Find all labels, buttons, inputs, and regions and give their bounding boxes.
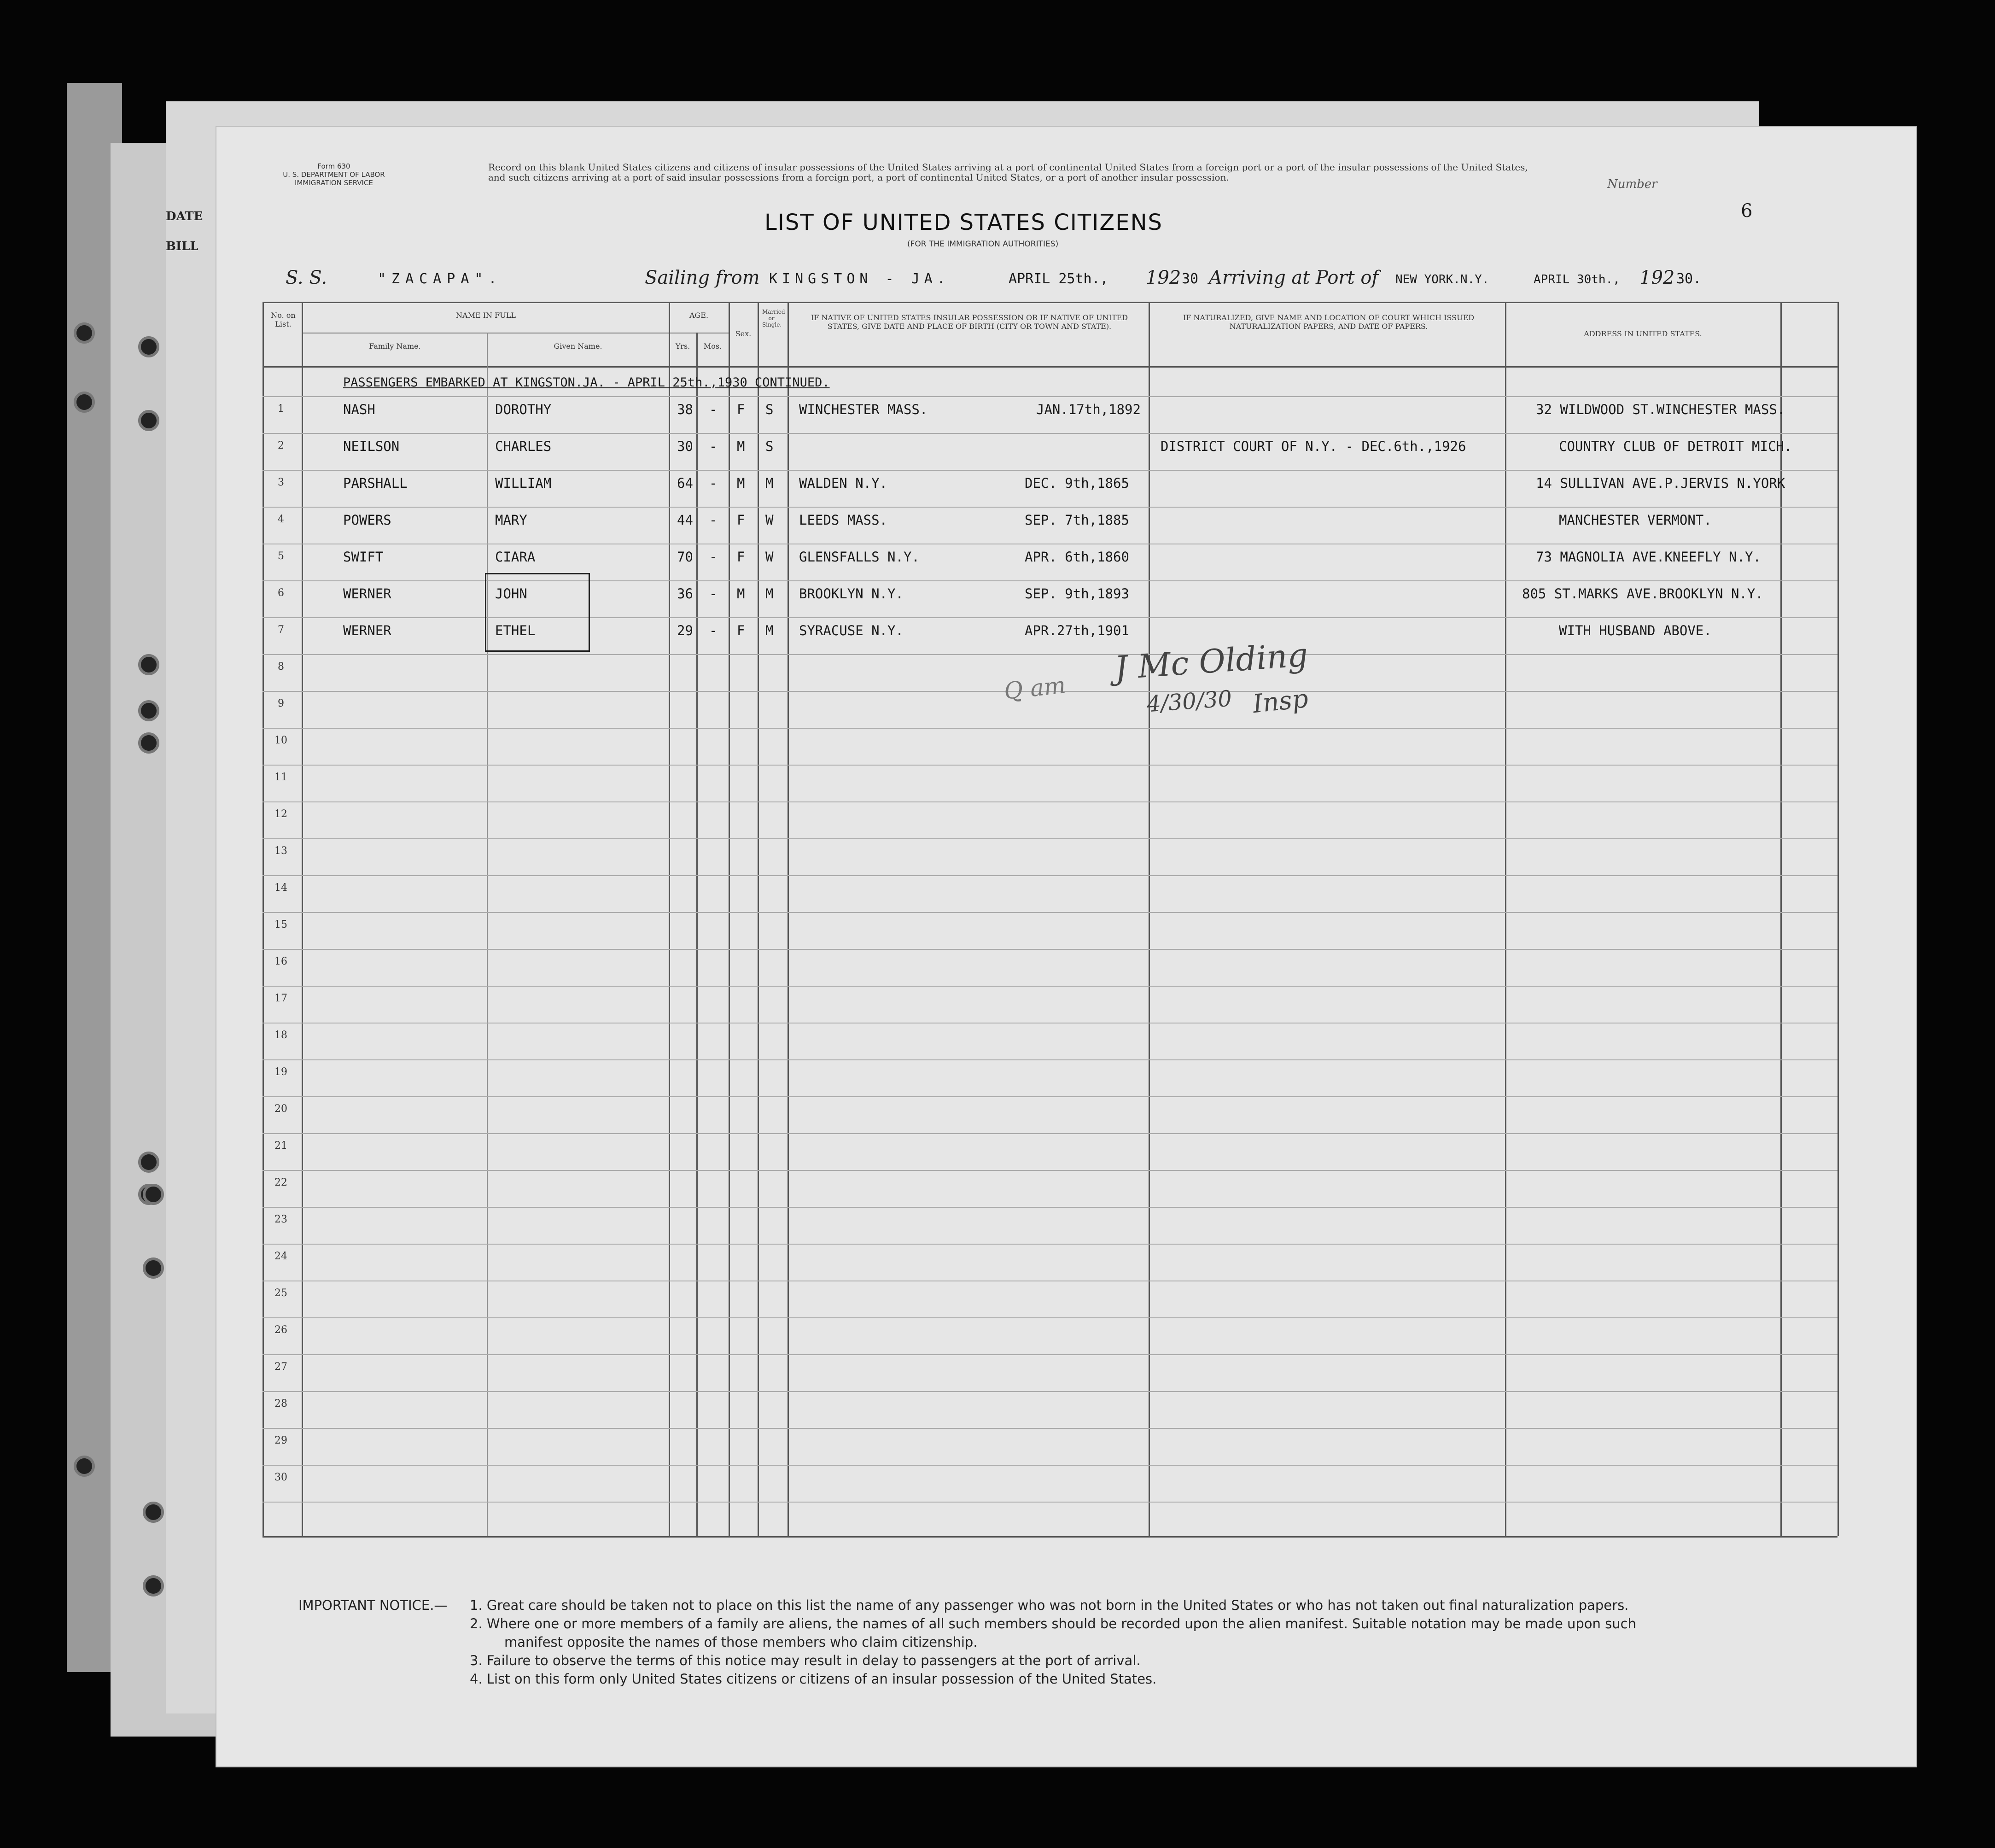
departure-port: KINGSTON - JA.: [769, 271, 950, 287]
family-name: SWIFT: [343, 549, 384, 565]
notice-item: 1. Great care should be taken not to place on this list the name of any passenger who was not born in the United States or who has not taken out final naturalization papers.: [470, 1597, 1629, 1613]
binder-hole: [74, 1456, 95, 1477]
row-number: 12: [274, 808, 287, 820]
age-years: 44: [677, 512, 693, 528]
header-sex: Sex.: [735, 329, 752, 338]
header-list-no: No. on List.: [271, 311, 296, 328]
page-subtitle: (FOR THE IMMIGRATION AUTHORITIES): [907, 240, 1059, 249]
naturalization: DISTRICT COURT OF N.Y. - DEC.6th.,1926: [1161, 439, 1466, 454]
ss-label: S. S.: [286, 267, 327, 288]
binder-hole: [143, 1502, 164, 1523]
address: WITH HUSBAND ABOVE.: [1559, 623, 1712, 638]
row-number: 29: [274, 1435, 287, 1446]
address: 73 MAGNOLIA AVE.KNEEFLY N.Y.: [1536, 549, 1761, 565]
given-name: WILLIAM: [495, 475, 552, 491]
given-name: DOROTHY: [495, 402, 552, 417]
row-number: 13: [274, 845, 287, 857]
row-rule: [262, 470, 1838, 471]
row-rule: [262, 1096, 1838, 1097]
row-number: 8: [278, 661, 284, 673]
marital-status: W: [765, 512, 774, 528]
year-suffix-2: 30.: [1676, 271, 1702, 287]
birthplace: BROOKLYN N.Y.: [799, 586, 904, 602]
row-number: 22: [274, 1177, 287, 1188]
row-number: 20: [274, 1103, 287, 1115]
sex: F: [737, 512, 745, 528]
row-rule: [262, 1502, 1838, 1503]
col-divider: [302, 302, 303, 1536]
row-number: 25: [274, 1287, 287, 1299]
age-years: 29: [677, 623, 693, 638]
ship-name: "ZACAPA".: [378, 271, 502, 287]
year-suffix-1: 30: [1182, 271, 1199, 287]
row-rule: [262, 1428, 1838, 1429]
row-rule: [262, 433, 1838, 434]
arriving-label: Arriving at Port of: [1209, 267, 1379, 288]
age-months: -: [709, 623, 718, 638]
binder-hole: [138, 1152, 159, 1173]
sex: F: [737, 549, 745, 565]
table-top-border: [262, 302, 1838, 303]
number-label: Number: [1607, 177, 1657, 191]
manifest-sheet: [216, 127, 1916, 1766]
col-divider: [1149, 302, 1150, 1536]
sex: M: [737, 439, 745, 454]
row-number: 17: [274, 993, 287, 1004]
row-number: 15: [274, 919, 287, 930]
row-rule: [262, 1465, 1838, 1466]
department-name: U. S. DEPARTMENT OF LABOR: [283, 170, 385, 179]
year-prefix-1: 192: [1146, 267, 1181, 288]
sex: M: [737, 586, 745, 602]
age-months: -: [709, 586, 718, 602]
binder-hole: [143, 1575, 164, 1597]
marital-status: M: [765, 475, 774, 491]
arrival-date: APRIL 30th.,: [1534, 273, 1620, 287]
side-label-date: DATE: [166, 210, 203, 223]
continuation-note: PASSENGERS EMBARKED AT KINGSTON.JA. - APRIL 25th.,1930 CONTINUED.: [343, 375, 830, 390]
binder-hole: [138, 336, 159, 357]
row-rule: [262, 654, 1838, 655]
sex: M: [737, 475, 745, 491]
row-number: 4: [278, 514, 284, 525]
age-years: 30: [677, 439, 693, 454]
header-age-yrs: Yrs.: [675, 342, 690, 351]
row-number: 21: [274, 1140, 287, 1152]
marital-status: S: [765, 439, 774, 454]
marital-status: M: [765, 586, 774, 602]
header-married-single: Married or Single.: [762, 309, 785, 328]
sailing-label: Sailing from: [645, 267, 760, 288]
header-birth: IF NATIVE OF UNITED STATES INSULAR POSSESSION OR IF NATIVE OF UNITED STATES, GIVE DATE AND PLACE OF BIRTH (CITY OR TOWN AND STATE).: [811, 313, 1128, 331]
notice-item: manifest opposite the names of those members who claim citizenship.: [504, 1634, 978, 1650]
family-name: NEILSON: [343, 439, 400, 454]
signature-suffix: Insp: [1251, 683, 1310, 719]
notice-item: 3. Failure to observe the terms of this notice may result in delay to passengers at the port of arrival.: [470, 1653, 1141, 1668]
birthdate: SEP. 7th,1885: [1025, 512, 1129, 528]
marital-status: M: [765, 623, 774, 638]
age-months: -: [709, 475, 718, 491]
birthdate: JAN.17th,1892: [1036, 402, 1141, 417]
col-divider: [1505, 302, 1506, 1536]
age-years: 64: [677, 475, 693, 491]
col-divider: [729, 302, 730, 1536]
row-number: 10: [274, 735, 287, 746]
given-name: CIARA: [495, 549, 536, 565]
row-rule: [262, 1207, 1838, 1208]
hand-drawn-box: [485, 573, 590, 652]
given-name: MARY: [495, 512, 527, 528]
header-name-in-full: NAME IN FULL: [456, 311, 516, 320]
col-divider: [669, 302, 670, 1536]
row-number: 2: [278, 440, 284, 451]
header-age: AGE.: [689, 311, 709, 320]
row-number: 27: [274, 1361, 287, 1373]
row-rule: [262, 765, 1838, 766]
row-rule: [262, 949, 1838, 950]
birthdate: SEP. 9th,1893: [1025, 586, 1129, 602]
row-rule: [262, 728, 1838, 729]
table-right-border: [1838, 302, 1839, 1536]
sheet-number: 6: [1741, 200, 1753, 222]
birthdate: APR. 6th,1860: [1025, 549, 1129, 565]
col-divider: [788, 302, 789, 1536]
notice-item: 2. Where one or more members of a family are aliens, the names of all such members should be recorded upon the alien manifest. Suitable notation may be made upon such: [470, 1616, 1636, 1632]
row-rule: [262, 1059, 1838, 1060]
row-rule: [262, 1391, 1838, 1392]
row-rule: [262, 838, 1838, 839]
row-number: 24: [274, 1251, 287, 1262]
col-divider: [696, 333, 698, 1536]
family-name: WERNER: [343, 586, 391, 602]
birthplace: SYRACUSE N.Y.: [799, 623, 904, 638]
page-title: LIST OF UNITED STATES CITIZENS: [764, 210, 1163, 235]
family-name: PARSHALL: [343, 475, 408, 491]
form-number: Form 630: [317, 162, 350, 170]
address: 32 WILDWOOD ST.WINCHESTER MASS.: [1536, 402, 1785, 417]
age-months: -: [709, 439, 718, 454]
sex: F: [737, 623, 745, 638]
row-number: 18: [274, 1029, 287, 1041]
row-rule: [262, 875, 1838, 876]
row-rule: [262, 1317, 1838, 1318]
address: 14 SULLIVAN AVE.P.JERVIS N.YORK: [1536, 475, 1785, 491]
address: 805 ST.MARKS AVE.BROOKLYN N.Y.: [1522, 586, 1763, 602]
header-family-name: Family Name.: [369, 342, 421, 351]
row-number: 19: [274, 1066, 287, 1078]
signature-date: 4/30/30: [1146, 685, 1233, 718]
birthplace: GLENSFALLS N.Y.: [799, 549, 920, 565]
binder-hole: [143, 1184, 164, 1205]
row-rule: [262, 986, 1838, 987]
col-divider: [758, 302, 759, 1536]
service-name: IMMIGRATION SERVICE: [295, 179, 373, 187]
address: COUNTRY CLUB OF DETROIT MICH.: [1559, 439, 1792, 454]
birthdate: APR.27th,1901: [1025, 623, 1129, 638]
row-rule: [262, 912, 1838, 913]
address: MANCHESTER VERMONT.: [1559, 512, 1712, 528]
row-number: 14: [274, 882, 287, 894]
col-divider: [487, 333, 488, 1536]
binder-hole: [138, 732, 159, 754]
row-rule: [262, 1170, 1838, 1171]
signature-initials: Q am: [1003, 672, 1067, 705]
birthplace: WINCHESTER MASS.: [799, 402, 928, 417]
row-rule: [262, 396, 1838, 397]
departure-date: APRIL 25th.,: [1009, 271, 1108, 287]
row-rule: [262, 1354, 1838, 1355]
arrival-port: NEW YORK.N.Y.: [1395, 273, 1489, 287]
year-prefix-2: 192: [1639, 267, 1675, 288]
form-meta: [258, 162, 410, 187]
age-years: 36: [677, 586, 693, 602]
given-name: CHARLES: [495, 439, 552, 454]
table-bottom-border: [262, 1536, 1838, 1538]
family-name: NASH: [343, 402, 375, 417]
age-years: 70: [677, 549, 693, 565]
header-bottom-border: [262, 366, 1838, 368]
row-number: 1: [278, 403, 284, 415]
sex: F: [737, 402, 745, 417]
birthplace: WALDEN N.Y.: [799, 475, 888, 491]
age-months: -: [709, 512, 718, 528]
header-naturalized: IF NATURALIZED, GIVE NAME AND LOCATION OF COURT WHICH ISSUED NATURALIZATION PAPERS, AND DATE OF PAPERS.: [1183, 313, 1475, 331]
age-months: -: [709, 549, 718, 565]
marital-status: S: [765, 402, 774, 417]
family-name: POWERS: [343, 512, 391, 528]
header-given-name: Given Name.: [554, 342, 602, 351]
family-name: WERNER: [343, 623, 391, 638]
header-age-mos: Mos.: [703, 342, 722, 351]
row-number: 30: [274, 1472, 287, 1483]
row-rule: [262, 1244, 1838, 1245]
binder-hole: [143, 1257, 164, 1279]
notice-heading: IMPORTANT NOTICE.—: [298, 1597, 448, 1613]
birthplace: LEEDS MASS.: [799, 512, 888, 528]
row-rule: [262, 801, 1838, 802]
row-number: 3: [278, 477, 284, 488]
row-number: 11: [274, 772, 287, 783]
notice-item: 4. List on this form only United States citizens or citizens of an insular possession of the United States.: [470, 1671, 1157, 1687]
signature-name: J Mc Olding: [1113, 636, 1309, 687]
age-months: -: [709, 402, 718, 417]
binder-hole: [138, 410, 159, 431]
row-number: 26: [274, 1324, 287, 1336]
binder-hole: [138, 700, 159, 721]
binder-hole: [74, 322, 95, 344]
header-address: ADDRESS IN UNITED STATES.: [1584, 329, 1702, 338]
row-rule: [262, 1133, 1838, 1134]
row-number: 7: [278, 624, 284, 636]
instructions: Record on this blank United States citizens and citizens of insular possessions of the United States arriving at a port of continental United States from a foreign port or a port of the insular possessions of the United States, and such citizens arriving at a port of said insular possessions from a foreign port, a port of continental United States, or a port of another insular possession.: [488, 162, 1528, 183]
row-number: 5: [278, 550, 284, 562]
birthdate: DEC. 9th,1865: [1025, 475, 1129, 491]
given-name: JOHN: [495, 586, 527, 602]
marital-status: W: [765, 549, 774, 565]
row-rule: [262, 507, 1838, 508]
row-number: 16: [274, 956, 287, 967]
row-number: 23: [274, 1214, 287, 1225]
row-number: 9: [278, 698, 284, 709]
row-number: 6: [278, 587, 284, 599]
row-number: 28: [274, 1398, 287, 1409]
binder-hole: [138, 654, 159, 675]
binder-hole: [74, 392, 95, 413]
given-name: ETHEL: [495, 623, 536, 638]
age-years: 38: [677, 402, 693, 417]
side-label-bill: BILL: [166, 240, 198, 253]
